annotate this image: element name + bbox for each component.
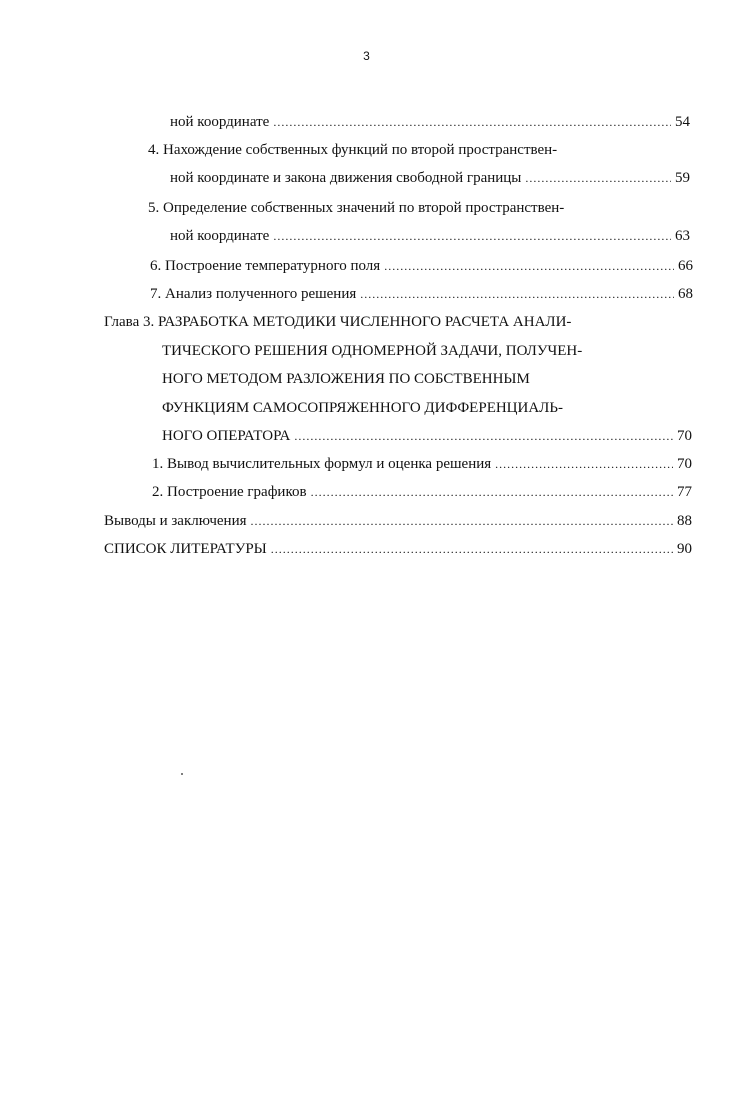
toc-page-number: 70 <box>677 456 692 472</box>
toc-chapter-3-line2: ТИЧЕСКОГО РЕШЕНИЯ ОДНОМЕРНОЙ ЗАДАЧИ, ПОЛУЧЕН- <box>162 343 583 359</box>
toc-entry-item-4-line1: 4. Нахождение собственных функций по второй пространствен- <box>148 142 558 158</box>
toc-entry-item-4 <box>170 166 690 190</box>
toc-leader <box>311 480 673 504</box>
toc-page-number: 66 <box>678 258 693 274</box>
toc-page-number: 77 <box>677 484 692 500</box>
toc-page-number: 54 <box>675 114 690 130</box>
toc-page-number: 59 <box>675 170 690 186</box>
toc-leader <box>294 424 673 448</box>
toc-entry-conclusions <box>104 509 692 533</box>
toc-leader <box>360 282 674 306</box>
toc-leader <box>271 537 673 561</box>
toc-leader <box>384 254 674 278</box>
toc-page-number: 70 <box>677 428 692 444</box>
toc-entry-title: ной координате и закона движения свободной границы <box>170 170 522 186</box>
toc-leader <box>495 452 673 476</box>
toc-page-number: 90 <box>677 541 692 557</box>
toc-entry-item-7 <box>150 282 693 306</box>
toc-leader <box>273 110 671 134</box>
toc-leader <box>525 166 671 190</box>
toc-entry-title: НОГО ОПЕРАТОРА <box>162 428 291 444</box>
toc-entry-item-5-line1: 5. Определение собственных значений по второй пространствен- <box>148 200 565 216</box>
toc-chapter-3-line3: НОГО МЕТОДОМ РАЗЛОЖЕНИЯ ПО СОБСТВЕННЫМ <box>162 371 530 387</box>
toc-entry-title: ной координате <box>170 114 270 130</box>
toc-page-number: 63 <box>675 228 690 244</box>
toc-leader <box>251 509 673 533</box>
toc-entry-item-6 <box>150 254 693 278</box>
toc-chapter-3-line1: Глава 3. РАЗРАБОТКА МЕТОДИКИ ЧИСЛЕННОГО РАСЧЕТА АНАЛИ- <box>104 314 572 330</box>
toc-leader <box>273 224 671 248</box>
toc-page-number: 88 <box>677 513 692 529</box>
toc-entry-title: ной координате <box>170 228 270 244</box>
toc-entry-ch3-item-1 <box>152 452 692 476</box>
toc-entry-title: 2. Построение графиков <box>152 484 307 500</box>
toc-entry-item-3-cont <box>170 110 690 134</box>
toc-chapter-3-line4: ФУНКЦИЯМ САМОСОПРЯЖЕННОГО ДИФФЕРЕНЦИАЛЬ- <box>162 400 563 416</box>
toc-entry-title: СПИСОК ЛИТЕРАТУРЫ <box>104 541 267 557</box>
toc-entry-item-5 <box>170 224 690 248</box>
toc-entry-references <box>104 537 692 561</box>
toc-entry-title: Выводы и заключения <box>104 513 247 529</box>
toc-entry-title: 1. Вывод вычислительных формул и оценка решения <box>152 456 492 472</box>
toc-page-number: 68 <box>678 286 693 302</box>
toc-entry-chapter-3 <box>162 424 692 448</box>
scan-speck <box>181 773 183 775</box>
toc-entry-title: 6. Построение температурного поля <box>150 258 381 274</box>
toc-entry-ch3-item-2 <box>152 480 692 504</box>
page-number: 3 <box>363 49 370 63</box>
toc-entry-title: 7. Анализ полученного решения <box>150 286 357 302</box>
